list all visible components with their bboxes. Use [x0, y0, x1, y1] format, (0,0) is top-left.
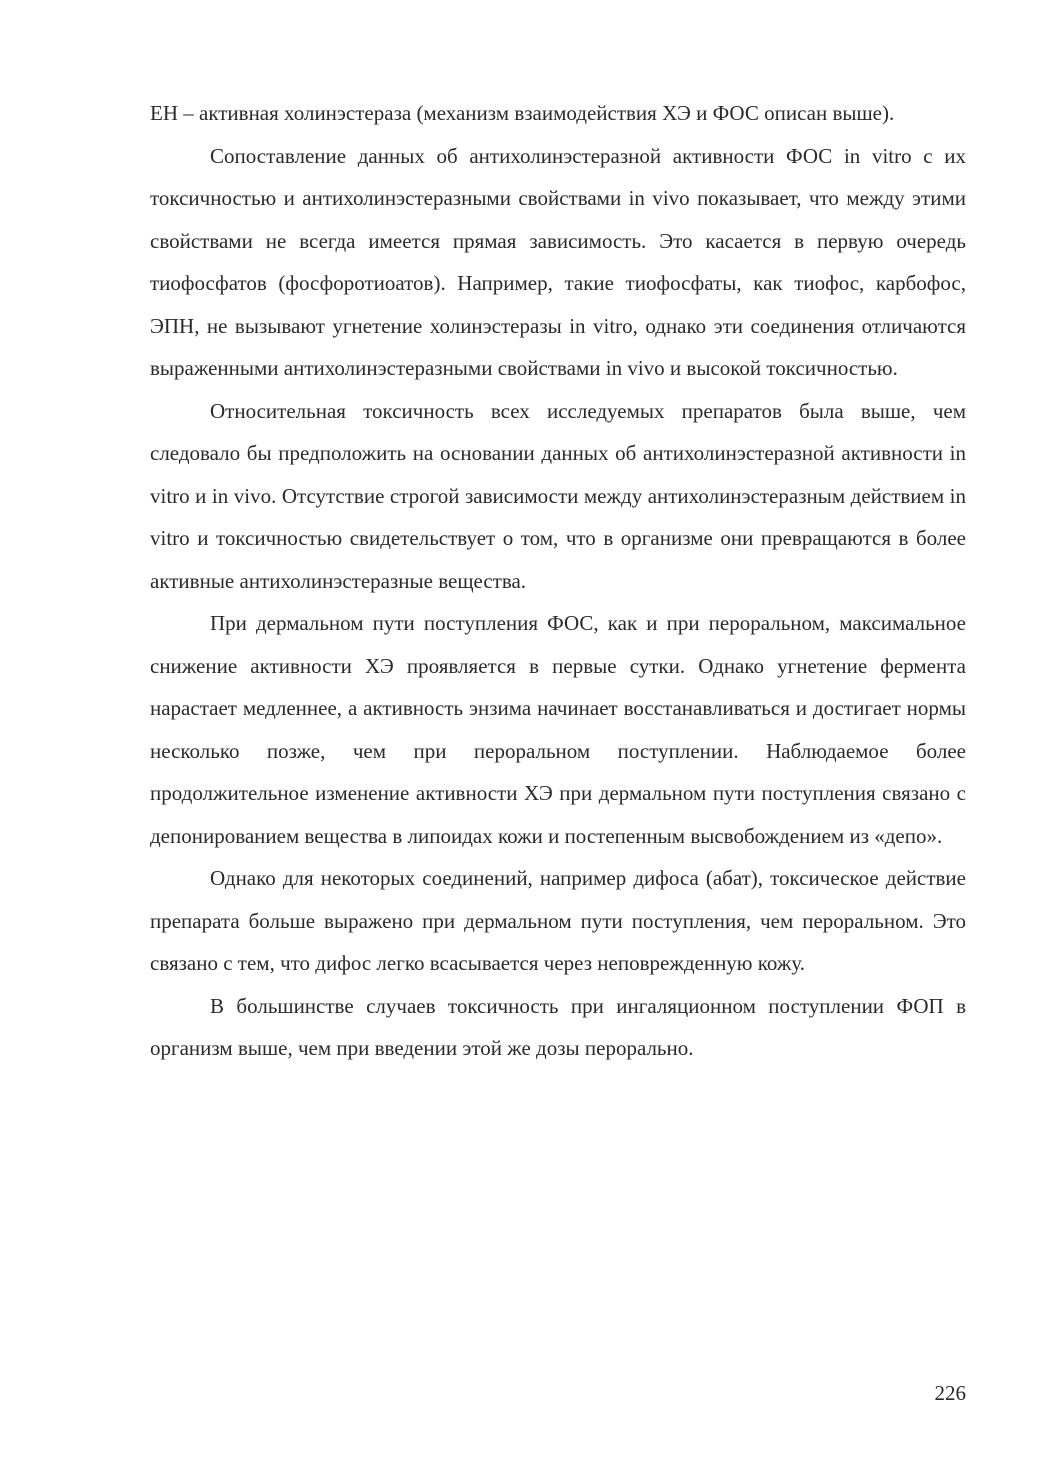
paragraph-in-vitro-comparison: Сопоставление данных об антихолинэстеразной активности ФОС in vitro с их токсичностью и антихолинэстеразными свойствами in vivo показывает, что между этими свойствами не всегда имеется прямая зависимость. Это касается в первую очередь тиофосфатов (фосфоротиоатов). Например, такие тиофосфаты, как тиофос, карбофос, ЭПН, не вызывают угнетение холинэстеразы in vitro, однако эти соединения отличаются выраженными антихолинэстеразными свойствами in vivo и высокой токсичностью. — [150, 143, 966, 380]
paragraph-relative-toxicity: Относительная токсичность всех исследуемых препаратов была выше, чем следовало бы предположить на основании данных об антихолинэстеразной активности in vitro и in vivo. Отсутствие строгой зависимости между антихолинэстеразным действием in vitro и токсичностью свидетельствует о том, что в организме они превращаются в более активные антихолинэстеразные вещества. — [150, 398, 966, 593]
page-number: 226 — [934, 1381, 966, 1405]
paragraph-continuation: ЕН – активная холинэстераза (механизм взаимодействия ХЭ и ФОС описан выше). — [150, 101, 895, 125]
body-text — [150, 92, 966, 1070]
paragraph-inhalation-route: В большинстве случаев токсичность при ингаляционном поступлении ФОП в организм выше, чем при введении этой же дозы перорально. — [150, 993, 966, 1060]
paragraph-difos-exception: Однако для некоторых соединений, например дифоса (абат), токсическое действие препарата больше выражено при дермальном пути поступления, чем пероральном. Это связано с тем, что дифос легко всасывается через неповрежденную кожу. — [150, 866, 966, 975]
paragraph-dermal-route: При дермальном пути поступления ФОС, как и при пероральном, максимальное снижение активности ХЭ проявляется в первые сутки. Однако угнетение фермента нарастает медленнее, а активность энзима начинает восстанавливаться и достигает нормы несколько позже, чем при пероральном поступлении. Наблюдаемое более продолжительное изменение активности ХЭ при дермальном пути поступления связано с депонированием вещества в липоидах кожи и постепенным высвобождением из «депо». — [150, 611, 966, 848]
